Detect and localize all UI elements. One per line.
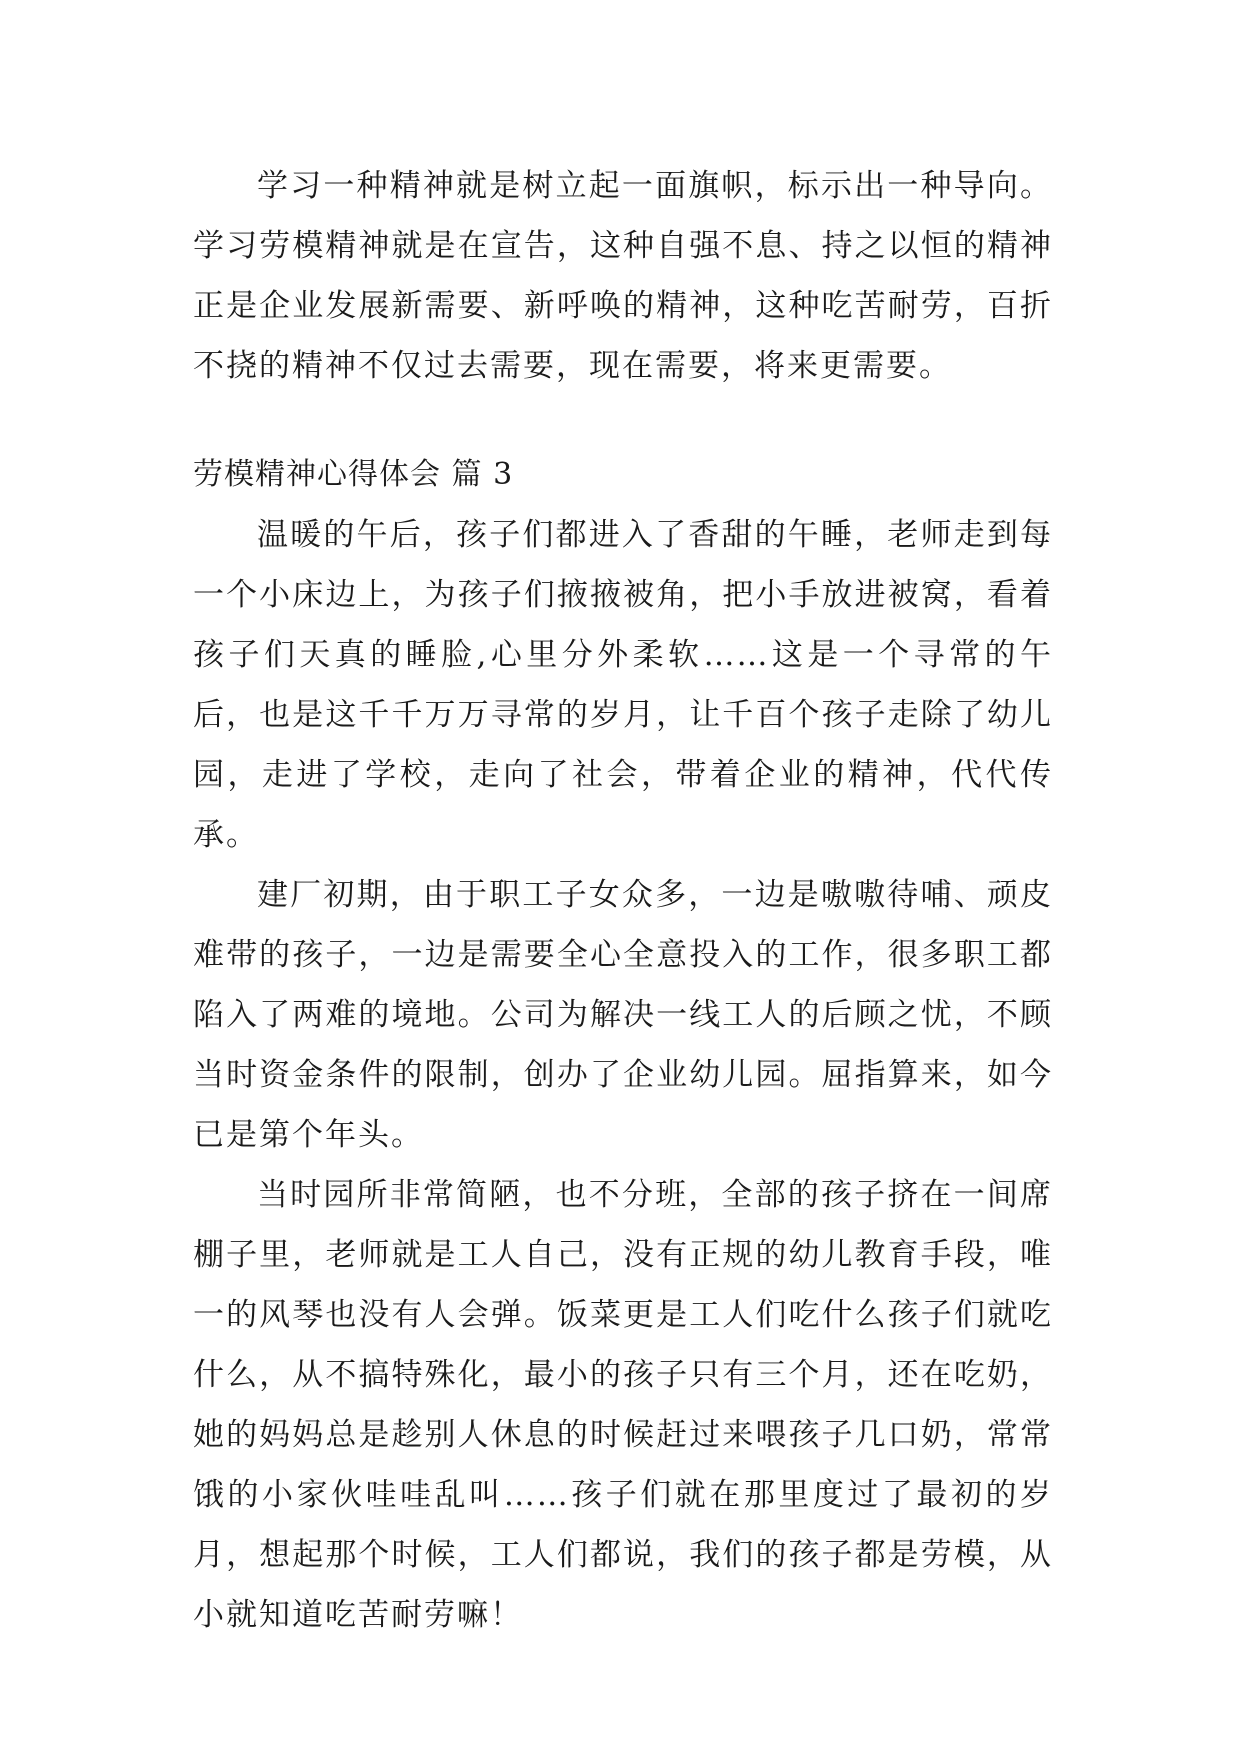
body-paragraph-2: 建厂初期，由于职工子女众多，一边是嗷嗷待哺、顽皮难带的孩子，一边是需要全心全意投入的工作，很多职工都陷入了两难的境地。公司为解决一线工人的后顾之忧，不顾当时资金条件的限制，创办了企业幼儿园。屈指算来，如今已是第个年头。: [193, 877, 1053, 1153]
body-paragraph-1: 温暖的午后，孩子们都进入了香甜的午睡，老师走到每一个小床边上，为孩子们掖掖被角，把小手放进被窝，看着孩子们天真的睡脸,心里分外柔软……这是一个寻常的午后，也是这千千万万寻常的岁月，让千百个孩子走除了幼儿园，走进了学校，走向了社会，带着企业的精神，代代传承。: [193, 517, 1053, 853]
intro-paragraph: 学习一种精神就是树立起一面旗帜，标示出一种导向。学习劳模精神就是在宣告，这种自强不息、持之以恒的精神正是企业发展新需要、新呼唤的精神，这种吃苦耐劳，百折不挠的精神不仅过去需要，现在需要，将来更需要。: [193, 168, 1053, 384]
section-body: [193, 505, 1053, 1645]
body-paragraph-3: 当时园所非常简陋，也不分班，全部的孩子挤在一间席棚子里，老师就是工人自己，没有正规的幼儿教育手段，唯一的风琴也没有人会弹。饭菜更是工人们吃什么孩子们就吃什么，从不搞特殊化，最小的孩子只有三个月，还在吃奶，她的妈妈总是趁别人休息的时候赶过来喂孩子几口奶，常常饿的小家伙哇哇乱叫……孩子们就在那里度过了最初的岁月，想起那个时候，工人们都说，我们的孩子都是劳模，从小就知道吃苦耐劳嘛！: [193, 1177, 1053, 1633]
intro-block: [193, 156, 1053, 396]
section-heading: 劳模精神心得体会 篇 3: [193, 457, 514, 492]
